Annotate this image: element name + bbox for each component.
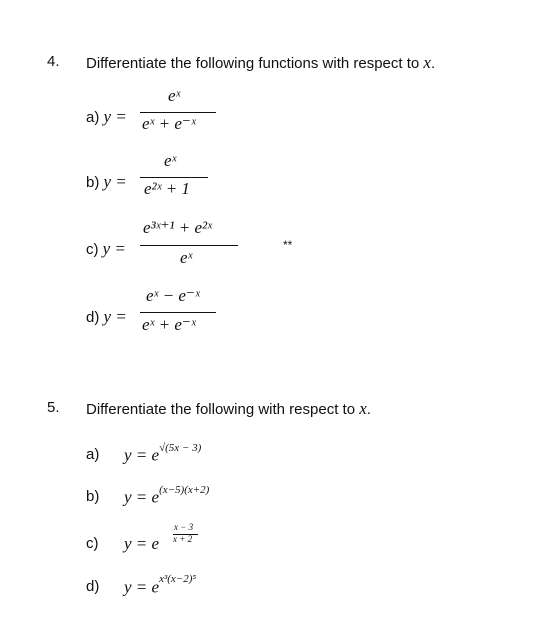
q4d-label (86, 307, 127, 327)
q5a-equation (124, 442, 202, 466)
question-4-prompt (86, 53, 435, 73)
question-5-number: 5. (47, 399, 60, 416)
q5b-equation (124, 484, 210, 508)
q5d-equation (124, 573, 197, 598)
q4b-fraction-bar (140, 177, 208, 178)
q4a-denominator: eˣ + e⁻ˣ (142, 114, 196, 133)
q5d-label: d) (86, 578, 100, 595)
q4a-letter: a) (86, 109, 104, 126)
q5b-label: b) (86, 488, 100, 505)
q4d-letter: d) (86, 309, 104, 326)
q5c-exponent-fraction (172, 524, 200, 546)
q4c-letter: c) (86, 241, 103, 258)
q4c-label (86, 239, 126, 259)
question-5-end: . (366, 401, 371, 418)
q5b-exponent: (x−5)(x+2) (159, 484, 210, 496)
q4b-letter: b) (86, 174, 104, 191)
q5c-label: c) (86, 535, 99, 552)
q4a-label (86, 107, 127, 127)
q4c-numerator: e³ˣ⁺¹ + e²ˣ (143, 218, 212, 237)
q4c-fraction-bar (140, 245, 238, 246)
q5d-lhs: y = e (124, 577, 160, 597)
q4d-numerator: eˣ − e⁻ˣ (146, 286, 200, 305)
question-4-var: x (423, 53, 431, 72)
q4b-fraction (140, 151, 208, 201)
q4b-lhs: y = (103, 172, 127, 191)
q4a-fraction-bar (140, 112, 216, 113)
q4a-numerator: eˣ (168, 86, 181, 105)
q4c-lhs: y = (102, 239, 126, 258)
q4c-mark: ** (283, 238, 293, 252)
q5a-label: a) (86, 446, 100, 463)
q4b-numerator: eˣ (164, 151, 177, 170)
q4d-fraction-bar (140, 312, 216, 313)
q5a-exponent: √(5x − 3) (159, 442, 202, 454)
q5c-equation (124, 534, 159, 554)
q4b-label (86, 172, 127, 192)
q4a-lhs: y = (103, 107, 127, 126)
q4a-fraction (140, 86, 216, 136)
q4d-fraction (140, 286, 216, 338)
question-4-end: . (430, 55, 436, 72)
q4d-lhs: y = (103, 307, 127, 326)
q5c-exponent-denominator: x + 2 (173, 534, 193, 544)
question-4-number: 4. (47, 53, 60, 70)
q5c-lhs: y = e (124, 534, 160, 553)
q5b-lhs: y = e (124, 487, 160, 507)
question-4-prompt-text: Differentiate the following functions with respect to (86, 55, 424, 72)
q4c-denominator: eˣ (180, 248, 193, 267)
q5c-exponent-numerator: x − 3 (174, 522, 194, 532)
question-5-var: x (359, 399, 367, 418)
q5d-exponent: x³(x−2)⁵ (159, 573, 197, 585)
q4c-fraction (140, 218, 238, 270)
q4d-denominator: eˣ + e⁻ˣ (142, 315, 196, 334)
question-5-prompt-text: Differentiate the following with respect to (86, 401, 360, 418)
q4b-denominator: e²ˣ + 1 (144, 179, 190, 198)
question-5-prompt (86, 399, 371, 419)
q5a-lhs: y = e (124, 445, 160, 465)
